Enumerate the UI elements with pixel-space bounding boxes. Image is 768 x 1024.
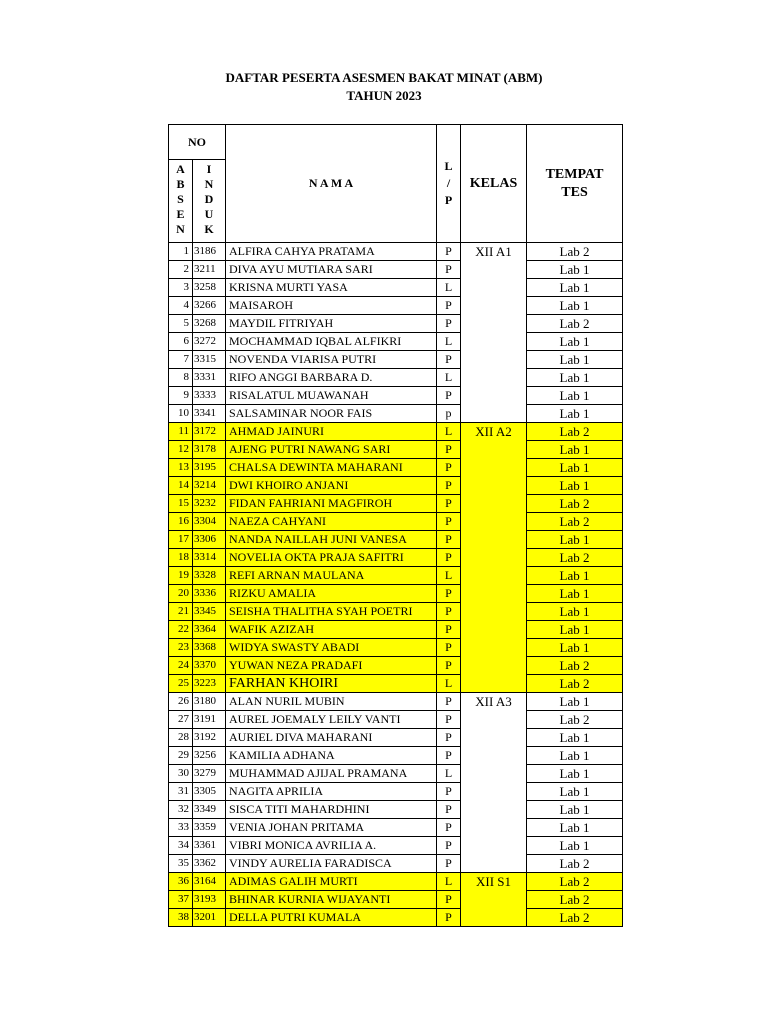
header-absen-s: S xyxy=(177,192,184,206)
tempat-cell: Lab 1 xyxy=(527,387,623,405)
absen-cell: 12 xyxy=(169,441,193,459)
tempat-cell: Lab 1 xyxy=(527,477,623,495)
tempat-cell: Lab 1 xyxy=(527,261,623,279)
tempat-cell: Lab 1 xyxy=(527,765,623,783)
nama-cell: NOVENDA VIARISA PUTRI xyxy=(226,351,437,369)
tempat-cell: Lab 1 xyxy=(527,297,623,315)
header-lp-p: P xyxy=(444,193,453,207)
header-absen xyxy=(169,160,193,243)
tempat-cell: Lab 1 xyxy=(527,639,623,657)
tempat-cell: Lab 1 xyxy=(527,783,623,801)
table-row xyxy=(169,513,623,531)
absen-cell: 32 xyxy=(169,801,193,819)
induk-cell: 3266 xyxy=(193,297,226,315)
absen-cell: 5 xyxy=(169,315,193,333)
nama-cell: NANDA NAILLAH JUNI VANESA xyxy=(226,531,437,549)
table-row xyxy=(169,549,623,567)
absen-cell: 20 xyxy=(169,585,193,603)
induk-cell: 3279 xyxy=(193,765,226,783)
induk-cell: 3211 xyxy=(193,261,226,279)
absen-cell: 14 xyxy=(169,477,193,495)
table-row xyxy=(169,387,623,405)
table-row xyxy=(169,909,623,927)
table-row xyxy=(169,261,623,279)
induk-cell: 3164 xyxy=(193,873,226,891)
nama-cell: ALAN NURIL MUBIN xyxy=(226,693,437,711)
induk-cell: 3314 xyxy=(193,549,226,567)
nama-cell: DELLA PUTRI KUMALA xyxy=(226,909,437,927)
tempat-cell: Lab 1 xyxy=(527,837,623,855)
lp-cell: P xyxy=(437,711,461,729)
nama-cell: VENIA JOHAN PRITAMA xyxy=(226,819,437,837)
nama-cell: RIFO ANGGI BARBARA D. xyxy=(226,369,437,387)
header-induk-u: U xyxy=(204,207,214,221)
induk-cell: 3341 xyxy=(193,405,226,423)
header-absen-a: A xyxy=(176,162,185,176)
absen-cell: 9 xyxy=(169,387,193,405)
nama-cell: KRISNA MURTI YASA xyxy=(226,279,437,297)
lp-cell: P xyxy=(437,729,461,747)
absen-cell: 6 xyxy=(169,333,193,351)
absen-cell: 28 xyxy=(169,729,193,747)
table-row xyxy=(169,783,623,801)
participant-table xyxy=(168,124,623,927)
absen-cell: 8 xyxy=(169,369,193,387)
induk-cell: 3305 xyxy=(193,783,226,801)
absen-cell: 10 xyxy=(169,405,193,423)
lp-cell: L xyxy=(437,873,461,891)
tempat-cell: Lab 1 xyxy=(527,369,623,387)
induk-cell: 3368 xyxy=(193,639,226,657)
tempat-cell: Lab 1 xyxy=(527,351,623,369)
header-lp-l: L xyxy=(444,159,453,173)
table-row xyxy=(169,243,623,261)
tempat-cell: Lab 2 xyxy=(527,513,623,531)
document-subtitle: TAHUN 2023 xyxy=(346,88,422,103)
header-no: NO xyxy=(169,125,226,160)
table-row xyxy=(169,531,623,549)
table-row xyxy=(169,459,623,477)
nama-cell: FIDAN FAHRIANI MAGFIROH xyxy=(226,495,437,513)
tempat-cell: Lab 2 xyxy=(527,855,623,873)
induk-cell: 3370 xyxy=(193,657,226,675)
induk-cell: 3362 xyxy=(193,855,226,873)
nama-cell: SEISHA THALITHA SYAH POETRI xyxy=(226,603,437,621)
induk-cell: 3195 xyxy=(193,459,226,477)
header-absen-b: B xyxy=(176,177,185,191)
nama-cell: AUREL JOEMALY LEILY VANTI xyxy=(226,711,437,729)
absen-cell: 31 xyxy=(169,783,193,801)
nama-cell: KAMILIA ADHANA xyxy=(226,747,437,765)
lp-cell: P xyxy=(437,693,461,711)
table-row xyxy=(169,603,623,621)
absen-cell: 13 xyxy=(169,459,193,477)
lp-cell: L xyxy=(437,369,461,387)
header-tes: TES xyxy=(561,184,588,200)
lp-cell: L xyxy=(437,333,461,351)
absen-cell: 37 xyxy=(169,891,193,909)
table-row xyxy=(169,585,623,603)
header-kelas: KELAS xyxy=(461,125,527,243)
header-induk-n: N xyxy=(204,177,214,191)
absen-cell: 11 xyxy=(169,423,193,441)
absen-cell: 15 xyxy=(169,495,193,513)
absen-cell: 22 xyxy=(169,621,193,639)
induk-cell: 3258 xyxy=(193,279,226,297)
table-row xyxy=(169,801,623,819)
tempat-cell: Lab 1 xyxy=(527,405,623,423)
absen-cell: 29 xyxy=(169,747,193,765)
absen-cell: 27 xyxy=(169,711,193,729)
induk-cell: 3192 xyxy=(193,729,226,747)
nama-cell: RISALATUL MUAWANAH xyxy=(226,387,437,405)
nama-cell: VINDY AURELIA FARADISCA xyxy=(226,855,437,873)
nama-cell: YUWAN NEZA PRADAFI xyxy=(226,657,437,675)
tempat-cell: Lab 1 xyxy=(527,729,623,747)
absen-cell: 1 xyxy=(169,243,193,261)
tempat-cell: Lab 1 xyxy=(527,693,623,711)
absen-cell: 34 xyxy=(169,837,193,855)
absen-cell: 21 xyxy=(169,603,193,621)
lp-cell: P xyxy=(437,837,461,855)
induk-cell: 3349 xyxy=(193,801,226,819)
tempat-cell: Lab 1 xyxy=(527,531,623,549)
tempat-cell: Lab 1 xyxy=(527,819,623,837)
table-row xyxy=(169,477,623,495)
header-nama: N A M A xyxy=(226,125,437,243)
table-row xyxy=(169,729,623,747)
nama-cell: VIBRI MONICA AVRILIA A. xyxy=(226,837,437,855)
tempat-cell: Lab 2 xyxy=(527,495,623,513)
table-row xyxy=(169,675,623,693)
lp-cell: P xyxy=(437,657,461,675)
induk-cell: 3336 xyxy=(193,585,226,603)
nama-cell: FARHAN KHOIRI xyxy=(226,675,437,693)
tempat-cell: Lab 2 xyxy=(527,909,623,927)
table-row xyxy=(169,567,623,585)
kelas-cell: XII A3 xyxy=(461,693,527,873)
header-tempat-tes xyxy=(527,125,623,243)
table-row xyxy=(169,333,623,351)
table-row xyxy=(169,351,623,369)
nama-cell: CHALSA DEWINTA MAHARANI xyxy=(226,459,437,477)
table-row xyxy=(169,369,623,387)
table-row xyxy=(169,315,623,333)
lp-cell: p xyxy=(437,405,461,423)
tempat-cell: Lab 1 xyxy=(527,603,623,621)
induk-cell: 3304 xyxy=(193,513,226,531)
nama-cell: MAISAROH xyxy=(226,297,437,315)
nama-cell: AURIEL DIVA MAHARANI xyxy=(226,729,437,747)
table-row xyxy=(169,621,623,639)
header-induk-k: K xyxy=(204,222,214,236)
absen-cell: 23 xyxy=(169,639,193,657)
table-row xyxy=(169,279,623,297)
absen-cell: 35 xyxy=(169,855,193,873)
nama-cell: NAGITA APRILIA xyxy=(226,783,437,801)
induk-cell: 3272 xyxy=(193,333,226,351)
induk-cell: 3359 xyxy=(193,819,226,837)
table-row xyxy=(169,639,623,657)
nama-cell: ADIMAS GALIH MURTI xyxy=(226,873,437,891)
lp-cell: P xyxy=(437,387,461,405)
header-induk-i: I xyxy=(206,162,212,176)
lp-cell: P xyxy=(437,297,461,315)
table-row xyxy=(169,873,623,891)
induk-cell: 3256 xyxy=(193,747,226,765)
induk-cell: 3172 xyxy=(193,423,226,441)
header-lp xyxy=(437,125,461,243)
lp-cell: P xyxy=(437,801,461,819)
table-row xyxy=(169,837,623,855)
lp-cell: L xyxy=(437,765,461,783)
nama-cell: SISCA TITI MAHARDHINI xyxy=(226,801,437,819)
table-row xyxy=(169,693,623,711)
absen-cell: 25 xyxy=(169,675,193,693)
lp-cell: P xyxy=(437,261,461,279)
tempat-cell: Lab 1 xyxy=(527,459,623,477)
header-induk xyxy=(193,160,226,243)
nama-cell: NAEZA CAHYANI xyxy=(226,513,437,531)
induk-cell: 3268 xyxy=(193,315,226,333)
absen-cell: 38 xyxy=(169,909,193,927)
nama-cell: DWI KHOIRO ANJANI xyxy=(226,477,437,495)
induk-cell: 3191 xyxy=(193,711,226,729)
header-row-1 xyxy=(169,125,623,160)
absen-cell: 26 xyxy=(169,693,193,711)
tempat-cell: Lab 2 xyxy=(527,675,623,693)
lp-cell: L xyxy=(437,423,461,441)
lp-cell: L xyxy=(437,675,461,693)
induk-cell: 3214 xyxy=(193,477,226,495)
nama-cell: SALSAMINAR NOOR FAIS xyxy=(226,405,437,423)
nama-cell: REFI ARNAN MAULANA xyxy=(226,567,437,585)
table-row xyxy=(169,657,623,675)
absen-cell: 18 xyxy=(169,549,193,567)
nama-cell: AHMAD JAINURI xyxy=(226,423,437,441)
absen-cell: 24 xyxy=(169,657,193,675)
absen-cell: 17 xyxy=(169,531,193,549)
header-tempat: TEMPAT xyxy=(545,166,604,182)
tempat-cell: Lab 2 xyxy=(527,711,623,729)
tempat-cell: Lab 1 xyxy=(527,441,623,459)
table-row xyxy=(169,711,623,729)
tempat-cell: Lab 1 xyxy=(527,567,623,585)
induk-cell: 3178 xyxy=(193,441,226,459)
induk-cell: 3186 xyxy=(193,243,226,261)
lp-cell: L xyxy=(437,279,461,297)
nama-cell: WIDYA SWASTY ABADI xyxy=(226,639,437,657)
kelas-cell: XII S1 xyxy=(461,873,527,927)
header-absen-n: N xyxy=(176,222,185,236)
tempat-cell: Lab 1 xyxy=(527,747,623,765)
table-row xyxy=(169,495,623,513)
induk-cell: 3193 xyxy=(193,891,226,909)
absen-cell: 4 xyxy=(169,297,193,315)
lp-cell: P xyxy=(437,909,461,927)
induk-cell: 3328 xyxy=(193,567,226,585)
lp-cell: P xyxy=(437,441,461,459)
nama-cell: AJENG PUTRI NAWANG SARI xyxy=(226,441,437,459)
lp-cell: P xyxy=(437,585,461,603)
lp-cell: P xyxy=(437,639,461,657)
tempat-cell: Lab 1 xyxy=(527,621,623,639)
table-row xyxy=(169,765,623,783)
nama-cell: MAYDIL FITRIYAH xyxy=(226,315,437,333)
tempat-cell: Lab 2 xyxy=(527,549,623,567)
induk-cell: 3306 xyxy=(193,531,226,549)
lp-cell: P xyxy=(437,531,461,549)
lp-cell: P xyxy=(437,621,461,639)
lp-cell: P xyxy=(437,351,461,369)
table-body xyxy=(169,125,623,927)
lp-cell: P xyxy=(437,477,461,495)
lp-cell: P xyxy=(437,459,461,477)
absen-cell: 16 xyxy=(169,513,193,531)
induk-cell: 3345 xyxy=(193,603,226,621)
table-row xyxy=(169,855,623,873)
lp-cell: P xyxy=(437,243,461,261)
induk-cell: 3333 xyxy=(193,387,226,405)
header-absen-e: E xyxy=(176,207,185,221)
nama-cell: NOVELIA OKTA PRAJA SAFITRI xyxy=(226,549,437,567)
table-row xyxy=(169,441,623,459)
tempat-cell: Lab 2 xyxy=(527,243,623,261)
induk-cell: 3331 xyxy=(193,369,226,387)
nama-cell: WAFIK AZIZAH xyxy=(226,621,437,639)
nama-cell: ALFIRA CAHYA PRATAMA xyxy=(226,243,437,261)
induk-cell: 3232 xyxy=(193,495,226,513)
absen-cell: 30 xyxy=(169,765,193,783)
induk-cell: 3180 xyxy=(193,693,226,711)
absen-cell: 19 xyxy=(169,567,193,585)
absen-cell: 7 xyxy=(169,351,193,369)
lp-cell: P xyxy=(437,513,461,531)
tempat-cell: Lab 2 xyxy=(527,315,623,333)
absen-cell: 36 xyxy=(169,873,193,891)
induk-cell: 3364 xyxy=(193,621,226,639)
tempat-cell: Lab 1 xyxy=(527,279,623,297)
absen-cell: 3 xyxy=(169,279,193,297)
lp-cell: P xyxy=(437,603,461,621)
tempat-cell: Lab 2 xyxy=(527,891,623,909)
nama-cell: MOCHAMMAD IQBAL ALFIKRI xyxy=(226,333,437,351)
nama-cell: BHINAR KURNIA WIJAYANTI xyxy=(226,891,437,909)
header-lp-slash: / xyxy=(446,176,451,190)
lp-cell: P xyxy=(437,783,461,801)
absen-cell: 2 xyxy=(169,261,193,279)
lp-cell: P xyxy=(437,495,461,513)
table-row xyxy=(169,891,623,909)
kelas-cell: XII A2 xyxy=(461,423,527,693)
lp-cell: P xyxy=(437,747,461,765)
lp-cell: P xyxy=(437,855,461,873)
document-title: DAFTAR PESERTA ASESMEN BAKAT MINAT (ABM) xyxy=(225,70,543,85)
table-row xyxy=(169,405,623,423)
lp-cell: P xyxy=(437,891,461,909)
lp-cell: P xyxy=(437,819,461,837)
lp-cell: P xyxy=(437,315,461,333)
absen-cell: 33 xyxy=(169,819,193,837)
tempat-cell: Lab 2 xyxy=(527,423,623,441)
header-induk-d: D xyxy=(204,192,214,206)
tempat-cell: Lab 1 xyxy=(527,333,623,351)
tempat-cell: Lab 2 xyxy=(527,873,623,891)
kelas-cell: XII A1 xyxy=(461,243,527,423)
table-row xyxy=(169,747,623,765)
table-row xyxy=(169,297,623,315)
induk-cell: 3201 xyxy=(193,909,226,927)
nama-cell: MUHAMMAD AJIJAL PRAMANA xyxy=(226,765,437,783)
induk-cell: 3315 xyxy=(193,351,226,369)
induk-cell: 3223 xyxy=(193,675,226,693)
induk-cell: 3361 xyxy=(193,837,226,855)
nama-cell: RIZKU AMALIA xyxy=(226,585,437,603)
tempat-cell: Lab 2 xyxy=(527,657,623,675)
tempat-cell: Lab 1 xyxy=(527,801,623,819)
tempat-cell: Lab 1 xyxy=(527,585,623,603)
lp-cell: P xyxy=(437,549,461,567)
lp-cell: L xyxy=(437,567,461,585)
table-row xyxy=(169,423,623,441)
table-row xyxy=(169,819,623,837)
nama-cell: DIVA AYU MUTIARA SARI xyxy=(226,261,437,279)
